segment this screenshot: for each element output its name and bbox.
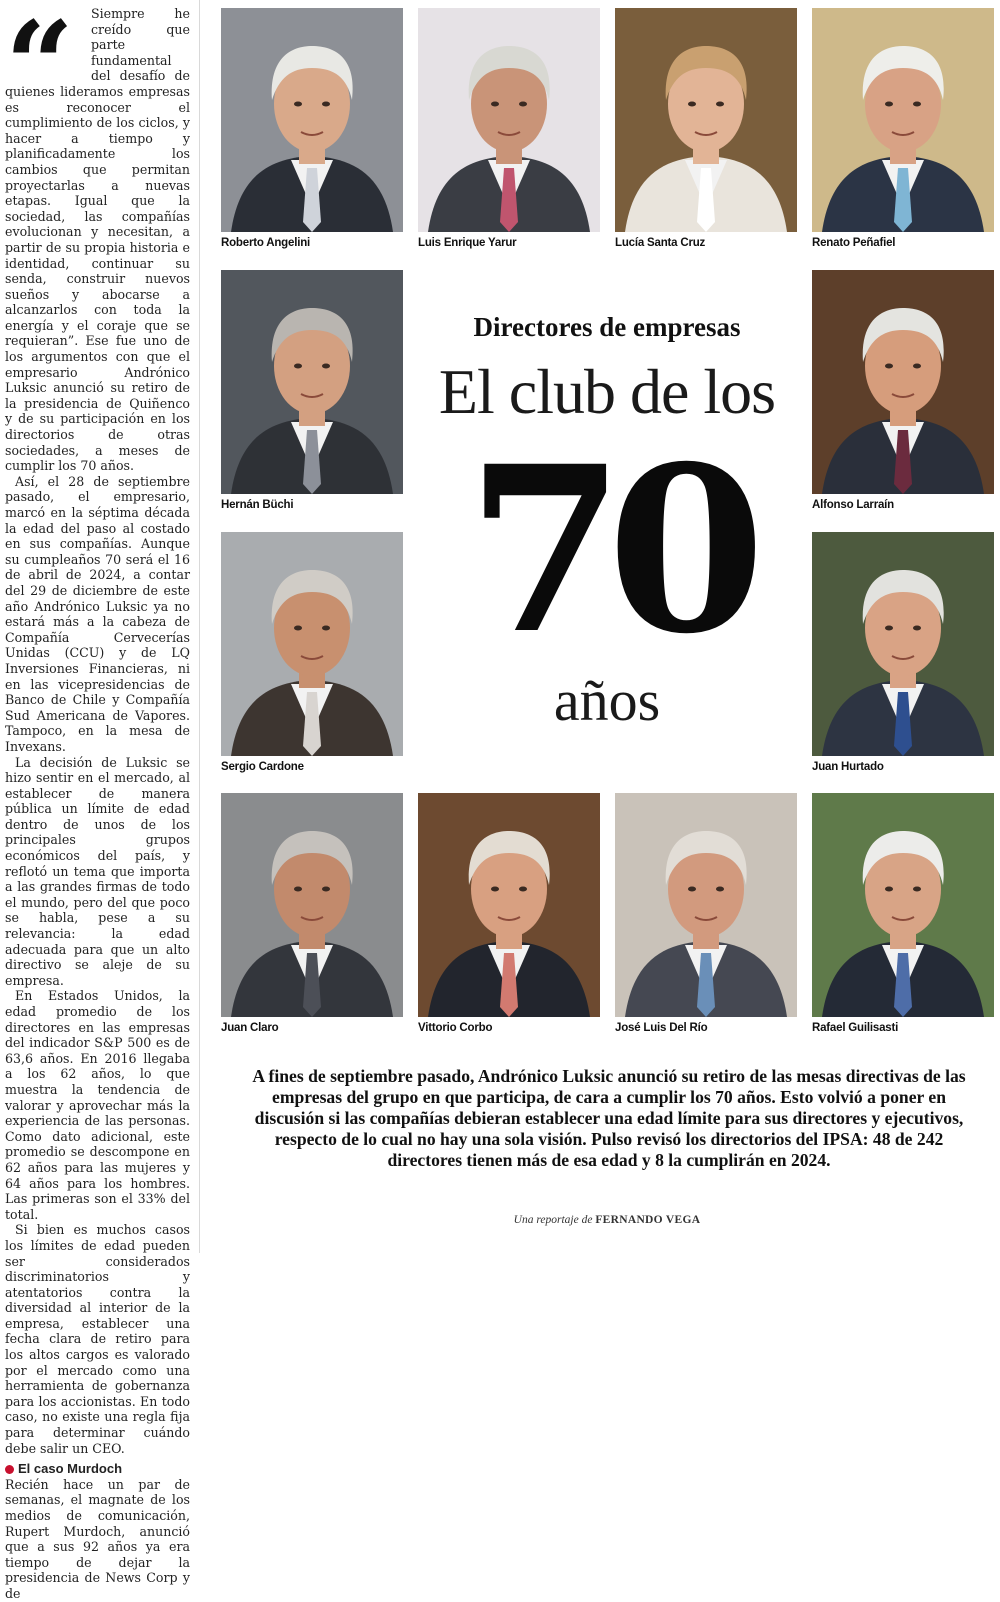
- byline-prefix: Una reportaje de: [513, 1214, 593, 1226]
- portrait-eye: [913, 887, 921, 892]
- subhead-label: El caso Murdoch: [18, 1461, 123, 1477]
- director-photo: [615, 8, 797, 232]
- director-tile: [221, 270, 403, 511]
- director-name: Luis Enrique Yarur: [418, 237, 517, 249]
- director-photo: [221, 8, 403, 232]
- director-tile: [418, 8, 600, 249]
- portrait-eye: [294, 626, 302, 631]
- portrait-illustration: [812, 270, 994, 494]
- director-tile: [812, 532, 994, 773]
- director-photo: [221, 270, 403, 494]
- byline: [418, 1214, 796, 1226]
- body-paragraph: La decisión de Luksic se hizo sentir en el mercado, al establecer de manera pública un límite de edad dentro de unos de los principales grupos económicos del país, y reflotó un tema que importa a las grandes firmas de todo el mundo, pero del que poco se habla, pese a su relevancia: la edad adecuada para que un alto directivo se aleje de su empresa.: [5, 754, 190, 988]
- portrait-eye: [322, 364, 330, 369]
- director-tile: [221, 8, 403, 249]
- portrait-illustration: [221, 8, 403, 232]
- portrait-eye: [294, 887, 302, 892]
- director-tile: [812, 8, 994, 249]
- bullet-dot-icon: [5, 1465, 14, 1474]
- portrait-eye: [885, 887, 893, 892]
- body-paragraph: Recién hace un par de semanas, el magnate de los medios de comunicación, Rupert Murdoch, anunció que a sus 92 años ya era tiempo de dejar la presidencia de News Corp y de: [5, 1476, 190, 1601]
- portrait-illustration: [812, 8, 994, 232]
- director-photo: [812, 270, 994, 494]
- portrait-eye: [519, 102, 527, 107]
- director-photo: [812, 532, 994, 756]
- headline-number: 70: [466, 416, 748, 684]
- director-photo: [812, 8, 994, 232]
- director-photo: [221, 532, 403, 756]
- quote-mark-icon: “: [5, 0, 61, 136]
- headline-title: El club de los: [438, 356, 776, 427]
- director-name: Rafael Guilisasti: [812, 1022, 899, 1034]
- portrait-eye: [294, 102, 302, 107]
- portrait-eye: [322, 102, 330, 107]
- portrait-eye: [294, 364, 302, 369]
- portrait-eye: [688, 102, 696, 107]
- headline-title-end: años: [553, 668, 661, 733]
- portrait-illustration: [221, 270, 403, 494]
- director-tile: [812, 270, 994, 511]
- director-photo: [812, 793, 994, 1017]
- portrait-illustration: [615, 793, 797, 1017]
- portrait-eye: [913, 102, 921, 107]
- director-tile: [418, 793, 600, 1034]
- director-name: Juan Claro: [221, 1022, 279, 1034]
- director-photo: [221, 793, 403, 1017]
- portrait-eye: [885, 364, 893, 369]
- director-name: Roberto Angelini: [221, 237, 311, 249]
- portrait-eye: [716, 102, 724, 107]
- portrait-eye: [688, 887, 696, 892]
- portrait-eye: [885, 626, 893, 631]
- portrait-illustration: [418, 8, 600, 232]
- article-deck: A fines de septiembre pasado, Andrónico Luksic anunció su retiro de las mesas directivas de las empresas del grupo en que participa, de cara a cumplir los 70 años. Esto volvió a poner en discusión si las compañías debieran establecer una edad límite para sus directores y ejecutivos, respecto de lo cual no hay una sola visión. Pulso revisó los directorios del IPSA: 48 de 242 directores tienen más de esa edad y 8 la cumplirán en 2024.: [252, 1066, 966, 1170]
- portrait-illustration: [812, 793, 994, 1017]
- director-name: Vittorio Corbo: [418, 1022, 493, 1034]
- portrait-illustration: [221, 793, 403, 1017]
- headline-kicker: Directores de empresas: [473, 312, 741, 342]
- body-paragraph: Siempre he creído que parte fundamental del desafío de quienes lideramos empresas es reconocer el cumplimiento de los ciclos, y hacer a tiempo y planificadamente los cambios que permitan proyectarlas a nuevas etapas. Igual que la sociedad, las compañías evolucionan y necesitan, a partir de su propia historia e identidad, continuar su senda, construir nuevos sueños y abocarse a alcanzarlos con toda la energía y el coraje que se requieran”. Ese fue uno de los argumentos con que el empresario Andrónico Luksic anunció su retiro de la presidencia de Quiñenco y de su participación en los directorios de otras sociedades, a meses de cumplir los 70 años.: [5, 6, 190, 474]
- director-name: Sergio Cardone: [221, 761, 304, 773]
- article-body-column: [5, 0, 190, 1601]
- director-name: Juan Hurtado: [812, 761, 884, 773]
- portrait-eye: [322, 887, 330, 892]
- body-paragraph: Así, el 28 de septiembre pasado, el empresario, marcó en la séptima década la edad del paso al costado en sus compañías. Aunque su cumpleaños 70 será el 16 de abril de 2024, a contar del 29 de diciembre de este año Andrónico Luksic ya no estará más a la cabeza de Compañía Cervecerías Unidas (CCU) y de LQ Inversiones Financieras, ni en las vicepresidencias de Banco de Chile y Compañía Sud Americana de Vapores. Tampoco, en la mesa de Invexans.: [5, 473, 190, 754]
- portrait-illustration: [418, 793, 600, 1017]
- director-tile: [812, 793, 994, 1034]
- director-tile: [615, 793, 797, 1034]
- body-paragraph: En Estados Unidos, la edad promedio de los directores en las empresas del indicador S&P 500 es de 63,6 años. En 2016 llegaba a los 62 años, lo que muestra la tendencia de valorar y aprovechar más la experiencia de las personas. Como dato adicional, este promedio se descompone en 62 años para las mujeres y 64 años para los hombres. Las primeras son el 33% del total.: [5, 988, 190, 1222]
- director-name: Renato Peñafiel: [812, 237, 896, 249]
- portrait-eye: [322, 626, 330, 631]
- portrait-eye: [491, 102, 499, 107]
- portrait-eye: [913, 364, 921, 369]
- director-name: Lucía Santa Cruz: [615, 237, 706, 249]
- portrait-eye: [491, 887, 499, 892]
- portrait-eye: [913, 626, 921, 631]
- director-photo: [418, 793, 600, 1017]
- director-name: Hernán Büchi: [221, 499, 294, 511]
- director-name: Alfonso Larraín: [812, 499, 894, 511]
- portrait-eye: [716, 887, 724, 892]
- portrait-eye: [519, 887, 527, 892]
- section-subhead: [5, 1461, 190, 1477]
- portrait-illustration: [812, 532, 994, 756]
- portrait-illustration: [221, 532, 403, 756]
- director-photo: [418, 8, 600, 232]
- body-paragraph: Si bien es muchos casos los límites de edad pueden ser considerados discriminatorios y atentatorios contra la diversidad al interior de la empresa, establecer una fecha clara de retiro para los altos cargos es valorado por el mercado como una herramienta de gobernanza para los accionistas. En todo caso, no existe una regla fija para determinar cuándo debe salir un CEO.: [5, 1222, 190, 1456]
- column-divider: [199, 0, 200, 1253]
- director-tile: [615, 8, 797, 249]
- director-tile: [221, 532, 403, 773]
- director-name: José Luis Del Río: [615, 1022, 708, 1034]
- director-photo: [615, 793, 797, 1017]
- portrait-eye: [885, 102, 893, 107]
- portrait-illustration: [615, 8, 797, 232]
- byline-author: FERNANDO VEGA: [595, 1214, 701, 1226]
- director-tile: [221, 793, 403, 1034]
